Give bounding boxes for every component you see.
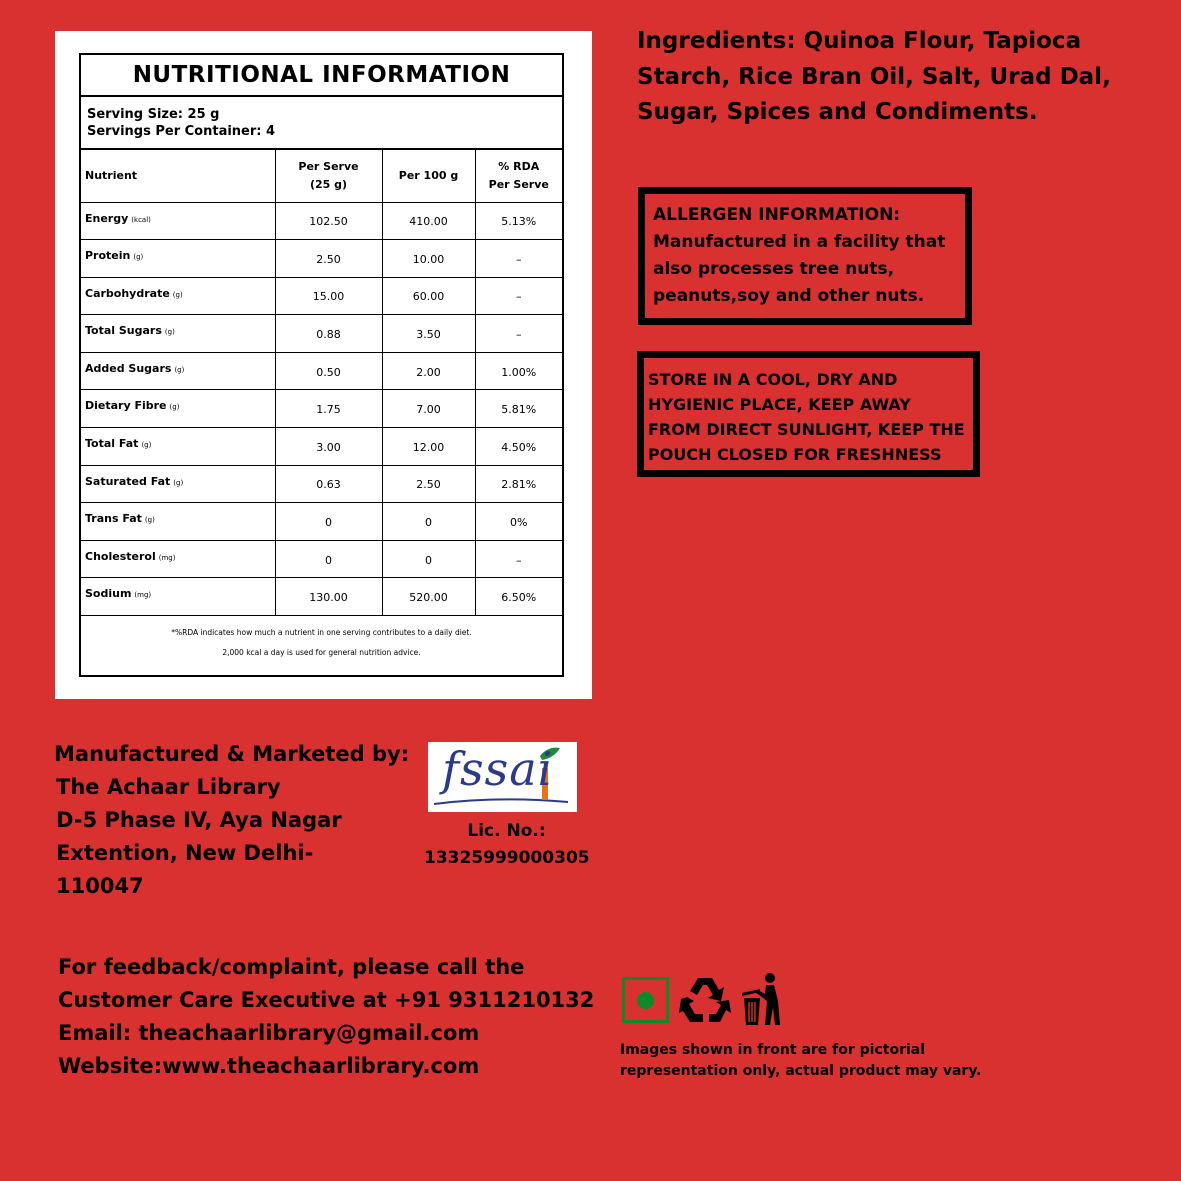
header-per-serve-line1: Per Serve — [298, 159, 359, 173]
rda-value: 2.81% — [475, 465, 562, 503]
nutrient-name-cell — [81, 240, 275, 278]
nutrient-name: Protein — [85, 249, 131, 263]
table-row — [81, 465, 562, 503]
veg-mark-icon — [622, 977, 669, 1023]
serving-size: Serving Size: 25 g — [87, 107, 220, 122]
license-label: Lic. No.: — [467, 821, 546, 841]
nutrient-unit: (g) — [172, 290, 183, 299]
per-serve-value: 102.50 — [275, 202, 382, 240]
nutrient-name-cell — [81, 352, 275, 390]
header-rda-line2: Per Serve — [488, 177, 549, 191]
allergen-line: also processes tree nuts, — [653, 259, 895, 279]
per-100g-value: 3.50 — [382, 315, 475, 353]
rda-value: – — [475, 540, 562, 578]
nutrient-name: Sodium — [85, 587, 132, 601]
storage-line: HYGIENIC PLACE, KEEP AWAY — [648, 395, 911, 414]
nutrition-title: NUTRITIONAL INFORMATION — [81, 55, 562, 97]
allergen-heading: ALLERGEN INFORMATION: — [653, 205, 901, 225]
per-serve-value: 3.00 — [275, 428, 382, 466]
rda-value: – — [475, 315, 562, 353]
table-row — [81, 240, 562, 278]
nutrient-name-cell — [81, 503, 275, 541]
recycle-icon — [679, 975, 731, 1025]
per-100g-value: 0 — [382, 540, 475, 578]
footnote-rda: *%RDA indicates how much a nutrient in one serving contributes to a daily diet. — [171, 628, 472, 638]
nutrient-name-cell — [81, 578, 275, 616]
rda-value: 4.50% — [475, 428, 562, 466]
disclaimer-line: Images shown in front are for pictorial — [620, 1042, 926, 1058]
nutrient-unit: (g) — [141, 441, 152, 450]
disclaimer-line: representation only, actual product may vary. — [620, 1063, 982, 1079]
per-serve-value: 0.88 — [275, 315, 382, 353]
header-nutrient: Nutrient — [81, 150, 275, 202]
fssai-wordmark: fssai — [442, 742, 554, 796]
per-serve-value: 130.00 — [275, 578, 382, 616]
rda-value: – — [475, 277, 562, 315]
per-100g-value: 520.00 — [382, 578, 475, 616]
per-100g-value: 7.00 — [382, 390, 475, 428]
storage-box — [637, 351, 980, 477]
per-100g-value: 10.00 — [382, 240, 475, 278]
servings-per-container: Servings Per Container: 4 — [87, 124, 276, 139]
nutrient-unit: (kcal) — [131, 215, 151, 224]
license-number: 13325999000305 — [424, 848, 590, 868]
ingredients-line: Starch, Rice Bran Oil, Salt, Urad Dal, — [637, 63, 1111, 90]
nutrient-unit: (mg) — [158, 553, 176, 562]
manufacturer-heading: Manufactured & Marketed by: — [54, 742, 410, 766]
nutrient-unit: (g) — [174, 365, 185, 374]
per-100g-value: 12.00 — [382, 428, 475, 466]
per-100g-value: 60.00 — [382, 277, 475, 315]
manufacturer-address: Extention, New Delhi- — [56, 841, 314, 865]
rda-value: 5.13% — [475, 202, 562, 240]
nutrient-unit: (g) — [164, 328, 175, 337]
per-100g-value: 2.50 — [382, 465, 475, 503]
nutrient-name-cell — [81, 428, 275, 466]
license-block — [424, 818, 589, 872]
per-serve-value: 0.63 — [275, 465, 382, 503]
nutrient-name-cell — [81, 315, 275, 353]
nutrition-table — [81, 150, 562, 616]
allergen-line: peanuts,soy and other nuts. — [653, 286, 925, 306]
table-row — [81, 540, 562, 578]
rda-value: – — [475, 240, 562, 278]
dispose-bin-icon — [740, 971, 786, 1027]
contact-block — [58, 951, 594, 1083]
storage-line: FROM DIRECT SUNLIGHT, KEEP THE — [648, 420, 965, 439]
per-100g-value: 0 — [382, 503, 475, 541]
per-serve-value: 0 — [275, 503, 382, 541]
nutrient-name-cell — [81, 202, 275, 240]
table-row — [81, 315, 562, 353]
nutrient-unit: (g) — [144, 516, 155, 525]
table-row — [81, 503, 562, 541]
table-row — [81, 578, 562, 616]
contact-website: Website:www.theachaarlibrary.com — [58, 1054, 480, 1078]
nutrient-name: Dietary Fibre — [85, 399, 167, 413]
contact-email: Email: theachaarlibrary@gmail.com — [58, 1021, 480, 1045]
rda-value: 1.00% — [475, 352, 562, 390]
table-row — [81, 428, 562, 466]
rda-value: 0% — [475, 503, 562, 541]
nutrition-table-frame — [79, 53, 564, 677]
nutrient-name: Trans Fat — [85, 512, 142, 526]
nutrient-unit: (g) — [173, 478, 184, 487]
nutrient-name-cell — [81, 465, 275, 503]
per-100g-value: 410.00 — [382, 202, 475, 240]
table-row — [81, 390, 562, 428]
footnote-kcal: 2,000 kcal a day is used for general nutrition advice. — [222, 648, 421, 658]
storage-line: STORE IN A COOL, DRY AND — [648, 370, 898, 389]
table-row — [81, 352, 562, 390]
nutrient-name: Added Sugars — [85, 361, 172, 375]
storage-text — [644, 358, 973, 467]
ingredients-line: Ingredients: Quinoa Flour, Tapioca — [637, 28, 1082, 54]
nutrient-name: Energy — [85, 211, 129, 225]
nutrition-header-row — [81, 150, 562, 202]
nutrient-unit: (g) — [169, 403, 180, 412]
manufacturer-block — [54, 738, 409, 903]
header-rda — [475, 150, 562, 202]
nutrition-footnote — [81, 616, 562, 663]
allergen-line: Manufactured in a facility that — [653, 232, 946, 252]
per-serve-value: 0 — [275, 540, 382, 578]
rda-value: 6.50% — [475, 578, 562, 616]
nutrient-name: Saturated Fat — [85, 474, 171, 488]
nutrient-unit: (g) — [133, 253, 144, 262]
per-serve-value: 1.75 — [275, 390, 382, 428]
per-100g-value: 2.00 — [382, 352, 475, 390]
nutrition-body — [81, 202, 562, 616]
veg-dot — [637, 992, 654, 1009]
manufacturer-address: D-5 Phase IV, Aya Nagar — [56, 808, 342, 832]
nutrient-name: Carbohydrate — [85, 286, 170, 300]
allergen-box — [638, 187, 972, 325]
per-serve-value: 15.00 — [275, 277, 382, 315]
nutrient-name: Cholesterol — [85, 549, 156, 563]
nutrient-unit: (mg) — [134, 591, 152, 600]
serving-info — [81, 97, 562, 150]
ingredients-line: Sugar, Spices and Condiments. — [637, 99, 1038, 125]
contact-phone: Customer Care Executive at +91 9311210132 — [58, 988, 595, 1012]
fssai-logo — [428, 742, 577, 812]
allergen-text — [645, 194, 965, 310]
storage-line: POUCH CLOSED FOR FRESHNESS — [648, 445, 942, 464]
nutrient-name-cell — [81, 390, 275, 428]
table-row — [81, 277, 562, 315]
header-per-100g: Per 100 g — [382, 150, 475, 202]
nutrient-name-cell — [81, 540, 275, 578]
header-per-serve-line2: (25 g) — [309, 177, 348, 191]
table-row — [81, 202, 562, 240]
nutrient-name-cell — [81, 277, 275, 315]
ingredients-text — [637, 24, 1157, 131]
manufacturer-name: The Achaar Library — [56, 775, 281, 799]
header-rda-line1: % RDA — [498, 159, 540, 173]
disclaimer — [620, 1040, 981, 1082]
nutrient-name: Total Fat — [85, 437, 139, 451]
nutrition-panel — [55, 31, 592, 699]
per-serve-value: 2.50 — [275, 240, 382, 278]
contact-line: For feedback/complaint, please call the — [58, 955, 525, 979]
per-serve-value: 0.50 — [275, 352, 382, 390]
rda-value: 5.81% — [475, 390, 562, 428]
nutrient-name: Total Sugars — [85, 324, 162, 338]
manufacturer-address: 110047 — [56, 874, 144, 898]
header-per-serve — [275, 150, 382, 202]
